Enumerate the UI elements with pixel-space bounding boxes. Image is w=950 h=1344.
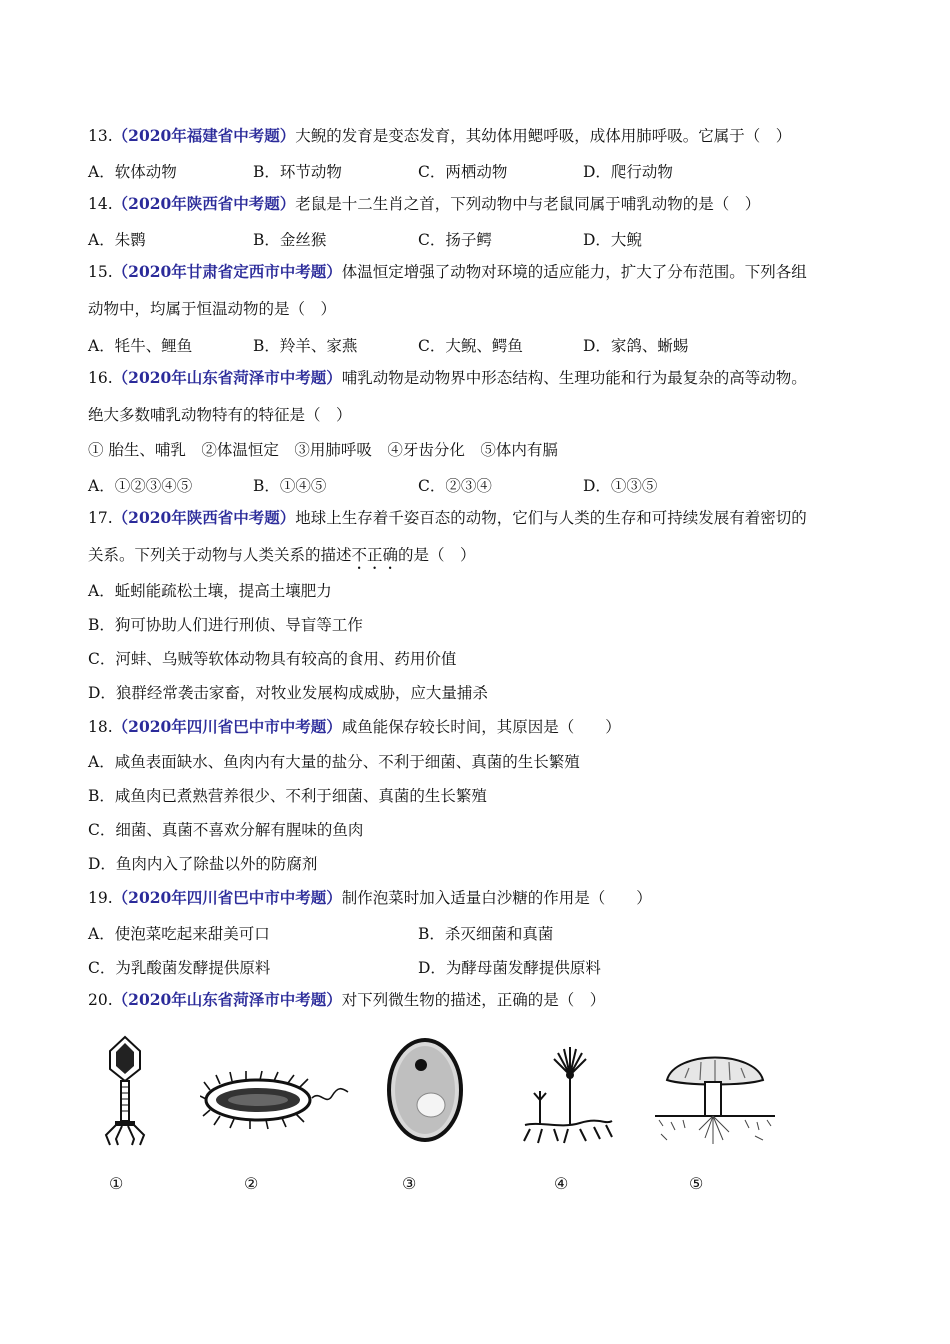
option-c: C．扬子鳄 xyxy=(418,231,492,249)
mushroom-illustration xyxy=(655,1040,775,1150)
option-c: C．为乳酸菌发酵提供原料 xyxy=(88,959,271,977)
option-b: B．环节动物 xyxy=(253,163,342,181)
option-b: B．羚羊、家燕 xyxy=(253,337,358,355)
option-a: A．蚯蚓能疏松土壤，提高土壤肥力 xyxy=(88,582,332,600)
question-15-stem-continued: 动物中，均属于恒温动物的是（ ） xyxy=(88,300,337,318)
question-15-stem xyxy=(88,262,807,282)
question-number: 20. xyxy=(88,991,113,1009)
microorganism-figures xyxy=(95,1030,815,1200)
figure-label-4: ④ xyxy=(554,1174,569,1193)
option-d: D．狼群经常袭击家畜，对牧业发展构成威胁，应大量捕杀 xyxy=(88,684,488,702)
option-d: D．大鲵 xyxy=(583,231,642,249)
option-a: A．使泡菜吃起来甜美可口 xyxy=(88,925,270,943)
option-c: C．两栖动物 xyxy=(418,163,508,181)
option-b: B．咸鱼肉已煮熟营养很少、不利于细菌、真菌的生长繁殖 xyxy=(88,787,487,805)
question-14-stem xyxy=(88,194,760,214)
question-16-stem xyxy=(88,368,807,388)
question-20-stem xyxy=(88,990,605,1010)
question-text: 大鲵的发育是变态发育，其幼体用鳃呼吸，成体用肺呼吸。它属于（ ） xyxy=(295,127,792,145)
option-a: A．朱鹮 xyxy=(88,231,146,249)
question-number: 13. xyxy=(88,127,113,145)
option-d: D．爬行动物 xyxy=(583,163,673,181)
question-source: （2020年山东省菏泽市中考题） xyxy=(112,990,342,1009)
option-c: C．大鲵、鳄鱼 xyxy=(418,337,523,355)
question-source: （2020年四川省巴中市中考题） xyxy=(112,717,342,736)
question-number: 19. xyxy=(88,889,113,907)
option-a: A．牦牛、鲤鱼 xyxy=(88,337,193,355)
option-d: D．鱼肉内入了除盐以外的防腐剂 xyxy=(88,855,318,873)
question-source: （2020年陕西省中考题） xyxy=(112,194,296,213)
option-b: B．杀灭细菌和真菌 xyxy=(418,925,554,943)
question-number: 14. xyxy=(88,195,113,213)
question-17-stem xyxy=(88,508,807,528)
question-source: （2020年甘肃省定西市中考题） xyxy=(112,262,342,281)
question-text: 咸鱼能保存较长时间，其原因是（ ） xyxy=(341,718,621,736)
question-16-stem-continued: 绝大多数哺乳动物特有的特征是（ ） xyxy=(88,406,352,424)
question-text: 的是（ ） xyxy=(398,546,476,564)
yeast-cell-illustration xyxy=(385,1035,465,1145)
option-d: D．①③⑤ xyxy=(583,477,658,495)
question-13-stem xyxy=(88,126,791,146)
question-17-stem-continued xyxy=(88,545,476,573)
question-text: 地球上生存着千姿百态的动物，它们与人类的生存和可持续发展有着密切的 xyxy=(295,509,807,527)
question-number: 18. xyxy=(88,718,113,736)
figure-label-1: ① xyxy=(109,1174,124,1193)
mold-illustration xyxy=(520,1045,615,1145)
option-b: B．①④⑤ xyxy=(253,477,327,495)
option-b: B．狗可协助人们进行刑侦、导盲等工作 xyxy=(88,616,363,634)
emphasized-text: 不正确 xyxy=(351,546,399,564)
question-number: 16. xyxy=(88,369,113,387)
question-16-features: ① 胎生、哺乳 ②体温恒定 ③用肺呼吸 ④牙齿分化 ⑤体内有膈 xyxy=(88,441,558,459)
option-d: D．为酵母菌发酵提供原料 xyxy=(418,959,601,977)
option-c: C．②③④ xyxy=(418,477,492,495)
figure-label-3: ③ xyxy=(402,1174,417,1193)
question-text: 对下列微生物的描述，正确的是（ ） xyxy=(341,991,606,1009)
option-a: A．①②③④⑤ xyxy=(88,477,193,495)
question-source: （2020年陕西省中考题） xyxy=(112,508,296,527)
option-a: A．咸鱼表面缺水、鱼肉内有大量的盐分、不利于细菌、真菌的生长繁殖 xyxy=(88,753,580,771)
question-text: 关系。下列关于动物与人类关系的描述 xyxy=(88,546,352,564)
question-source: （2020年福建省中考题） xyxy=(112,126,296,145)
question-text: 制作泡菜时加入适量白沙糖的作用是（ ） xyxy=(341,889,652,907)
bacterium-illustration xyxy=(200,1070,350,1130)
option-c: C．河蚌、乌贼等软体动物具有较高的食用、药用价值 xyxy=(88,650,457,668)
question-19-stem xyxy=(88,888,652,908)
question-text: 体温恒定增强了动物对环境的适应能力，扩大了分布范围。下列各组 xyxy=(341,263,807,281)
question-source: （2020年四川省巴中市中考题） xyxy=(112,888,342,907)
option-c: C．细菌、真菌不喜欢分解有腥味的鱼肉 xyxy=(88,821,364,839)
question-number: 17. xyxy=(88,509,113,527)
question-text: 哺乳动物是动物界中形态结构、生理功能和行为最复杂的高等动物。 xyxy=(341,369,807,387)
figure-label-5: ⑤ xyxy=(689,1174,704,1193)
question-text: 老鼠是十二生肖之首，下列动物中与老鼠同属于哺乳动物的是（ ） xyxy=(295,195,761,213)
option-a: A．软体动物 xyxy=(88,163,177,181)
question-source: （2020年山东省菏泽市中考题） xyxy=(112,368,342,387)
question-18-stem xyxy=(88,717,621,737)
option-b: B．金丝猴 xyxy=(253,231,327,249)
figure-label-2: ② xyxy=(244,1174,259,1193)
question-number: 15. xyxy=(88,263,113,281)
option-d: D．家鸽、蜥蜴 xyxy=(583,337,689,355)
bacteriophage-illustration xyxy=(100,1035,150,1147)
